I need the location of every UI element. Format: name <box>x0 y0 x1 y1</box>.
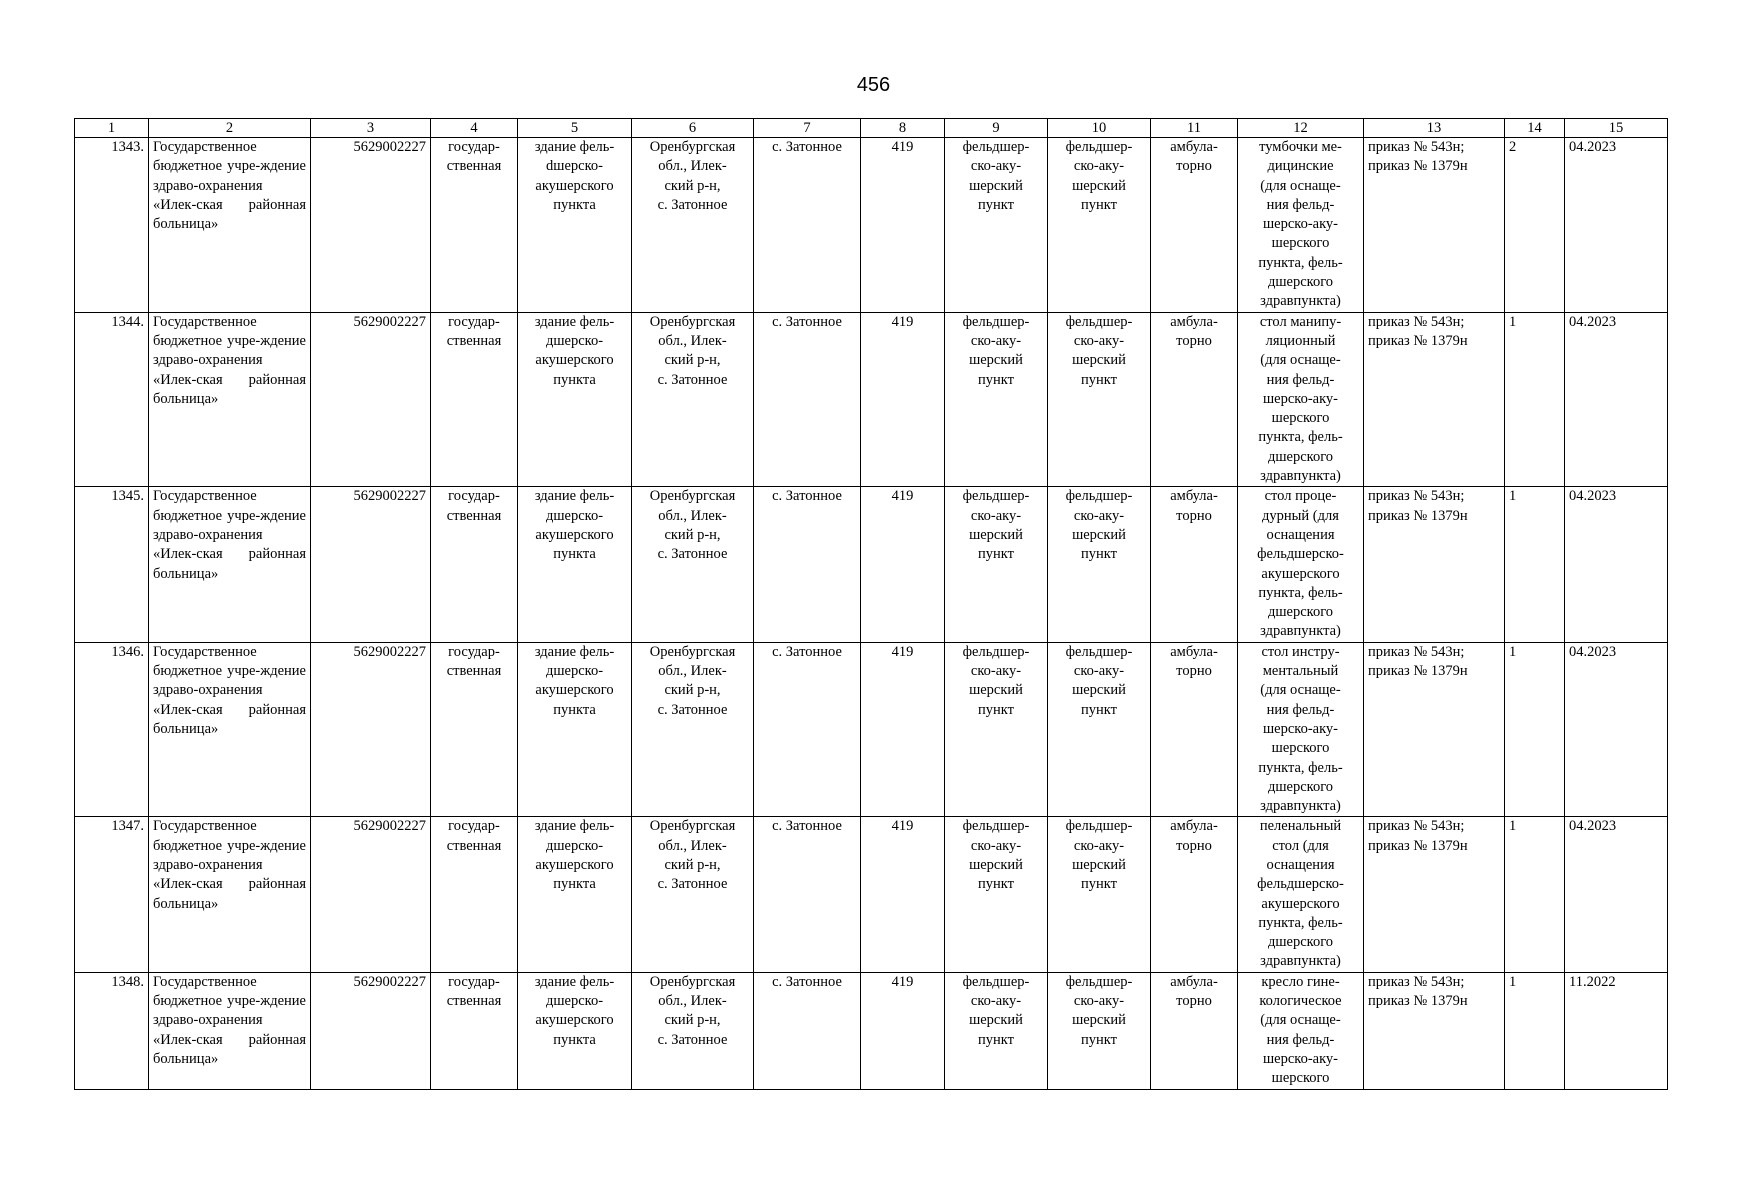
building-name: здание фель- дшерско- акушерского пункта <box>518 487 632 642</box>
code: 419 <box>861 138 945 313</box>
table-row <box>75 312 1668 487</box>
equipment: стол манипу- ляционный (для оснаще- ния фельд- шерско-аку- шерского пункта, фель- дшерского здравпункта) <box>1238 312 1364 487</box>
address: Оренбургская обл., Илек- ский р-н, с. Затонное <box>632 642 754 817</box>
ownership-form: государ- ственная <box>431 312 518 487</box>
column-number: 9 <box>945 119 1048 138</box>
equipment: кресло гине- кологическое (для оснаще- ния фельд- шерско-аку- шерского <box>1238 972 1364 1089</box>
table-row <box>75 972 1668 1089</box>
column-number: 7 <box>754 119 861 138</box>
date: 11.2022 <box>1565 972 1668 1089</box>
inn: 5629002227 <box>311 487 431 642</box>
address: Оренбургская обл., Илек- ский р-н, с. Затонное <box>632 487 754 642</box>
building-name: здание фель- дшерско- акушерского пункта <box>518 312 632 487</box>
table-row <box>75 138 1668 313</box>
row-number: 1347. <box>75 817 149 972</box>
care-condition: амбула- торно <box>1151 817 1238 972</box>
locality: с. Затонное <box>754 487 861 642</box>
locality: с. Затонное <box>754 817 861 972</box>
facility-type: фельдшер- ско-аку- шерский пункт <box>945 817 1048 972</box>
facility-subtype: фельдшер- ско-аку- шерский пункт <box>1048 487 1151 642</box>
building-name: здание фель- дшерско- акушерского пункта <box>518 972 632 1089</box>
row-number: 1343. <box>75 138 149 313</box>
code: 419 <box>861 312 945 487</box>
building-name: здание фель- дшерско- акушерского пункта <box>518 817 632 972</box>
ownership-form: государ- ственная <box>431 817 518 972</box>
order-reference: приказ № 543н; приказ № 1379н <box>1364 487 1505 642</box>
address: Оренбургская обл., Илек- ский р-н, с. Затонное <box>632 312 754 487</box>
inn: 5629002227 <box>311 972 431 1089</box>
locality: с. Затонное <box>754 972 861 1089</box>
column-number: 1 <box>75 119 149 138</box>
care-condition: амбула- торно <box>1151 972 1238 1089</box>
code: 419 <box>861 642 945 817</box>
column-number: 6 <box>632 119 754 138</box>
table-row <box>75 642 1668 817</box>
row-number: 1345. <box>75 487 149 642</box>
column-number: 5 <box>518 119 632 138</box>
care-condition: амбула- торно <box>1151 642 1238 817</box>
facility-type: фельдшер- ско-аку- шерский пункт <box>945 642 1048 817</box>
locality: с. Затонное <box>754 138 861 313</box>
organization-name: Государственное бюджетное учре-ждение здраво-охранения «Илек-ская районная больница» <box>149 487 311 642</box>
ownership-form: государ- ственная <box>431 487 518 642</box>
quantity: 1 <box>1505 972 1565 1089</box>
row-number: 1344. <box>75 312 149 487</box>
registry-table <box>74 118 1668 1090</box>
inn: 5629002227 <box>311 312 431 487</box>
ownership-form: государ- ственная <box>431 138 518 313</box>
facility-subtype: фельдшер- ско-аку- шерский пункт <box>1048 138 1151 313</box>
order-reference: приказ № 543н; приказ № 1379н <box>1364 642 1505 817</box>
organization-name: Государственное бюджетное учре-ждение здраво-охранения «Илек-ская районная больница» <box>149 642 311 817</box>
date: 04.2023 <box>1565 642 1668 817</box>
column-number: 10 <box>1048 119 1151 138</box>
facility-type: фельдшер- ско-аку- шерский пункт <box>945 312 1048 487</box>
address: Оренбургская обл., Илек- ский р-н, с. Затонное <box>632 817 754 972</box>
column-number: 14 <box>1505 119 1565 138</box>
date: 04.2023 <box>1565 312 1668 487</box>
building-name: здание фель- дшерско- акушерского пункта <box>518 642 632 817</box>
care-condition: амбула- торно <box>1151 487 1238 642</box>
organization-name: Государственное бюджетное учре-ждение здраво-охранения «Илек-ская районная больница» <box>149 312 311 487</box>
facility-type: фельдшер- ско-аку- шерский пункт <box>945 487 1048 642</box>
facility-subtype: фельдшер- ско-аку- шерский пункт <box>1048 817 1151 972</box>
column-number: 4 <box>431 119 518 138</box>
quantity: 1 <box>1505 817 1565 972</box>
date: 04.2023 <box>1565 487 1668 642</box>
inn: 5629002227 <box>311 138 431 313</box>
order-reference: приказ № 543н; приказ № 1379н <box>1364 138 1505 313</box>
equipment: стол проце- дурный (для оснащения фельдшерско- акушерского пункта, фель- дшерского здравпункта) <box>1238 487 1364 642</box>
column-number: 11 <box>1151 119 1238 138</box>
column-number: 8 <box>861 119 945 138</box>
facility-subtype: фельдшер- ско-аку- шерский пункт <box>1048 642 1151 817</box>
locality: с. Затонное <box>754 312 861 487</box>
order-reference: приказ № 543н; приказ № 1379н <box>1364 972 1505 1089</box>
row-number: 1348. <box>75 972 149 1089</box>
column-number: 3 <box>311 119 431 138</box>
table-row <box>75 487 1668 642</box>
quantity: 1 <box>1505 642 1565 817</box>
order-reference: приказ № 543н; приказ № 1379н <box>1364 817 1505 972</box>
quantity: 1 <box>1505 312 1565 487</box>
code: 419 <box>861 817 945 972</box>
code: 419 <box>861 972 945 1089</box>
ownership-form: государ- ственная <box>431 642 518 817</box>
column-number: 2 <box>149 119 311 138</box>
date: 04.2023 <box>1565 817 1668 972</box>
care-condition: амбула- торно <box>1151 138 1238 313</box>
page-number: 456 <box>856 74 891 96</box>
inn: 5629002227 <box>311 642 431 817</box>
code: 419 <box>861 487 945 642</box>
quantity: 2 <box>1505 138 1565 313</box>
ownership-form: государ- ственная <box>431 972 518 1089</box>
locality: с. Затонное <box>754 642 861 817</box>
facility-subtype: фельдшер- ско-аку- шерский пункт <box>1048 312 1151 487</box>
equipment: тумбочки ме- дицинские (для оснаще- ния фельд- шерско-аку- шерского пункта, фель- дшерского здравпункта) <box>1238 138 1364 313</box>
equipment: стол инстру- ментальный (для оснаще- ния фельд- шерско-аку- шерского пункта, фель- дшерского здравпункта) <box>1238 642 1364 817</box>
facility-type: фельдшер- ско-аку- шерский пункт <box>945 138 1048 313</box>
facility-subtype: фельдшер- ско-аку- шерский пункт <box>1048 972 1151 1089</box>
quantity: 1 <box>1505 487 1565 642</box>
date: 04.2023 <box>1565 138 1668 313</box>
inn: 5629002227 <box>311 817 431 972</box>
care-condition: амбула- торно <box>1151 312 1238 487</box>
column-number-header-row <box>75 119 1668 138</box>
building-name: здание фель- dшерско- акушерского пункта <box>518 138 632 313</box>
table-row <box>75 817 1668 972</box>
equipment: пеленальный стол (для оснащения фельдшерско- акушерского пункта, фель- дшерского здравпункта) <box>1238 817 1364 972</box>
order-reference: приказ № 543н; приказ № 1379н <box>1364 312 1505 487</box>
row-number: 1346. <box>75 642 149 817</box>
column-number: 13 <box>1364 119 1505 138</box>
organization-name: Государственное бюджетное учре-ждение здраво-охранения «Илек-ская районная больница» <box>149 972 311 1089</box>
address: Оренбургская обл., Илек- ский р-н, с. Затонное <box>632 138 754 313</box>
column-number: 12 <box>1238 119 1364 138</box>
facility-type: фельдшер- ско-аку- шерский пункт <box>945 972 1048 1089</box>
organization-name: Государственное бюджетное учре-ждение здраво-охранения «Илек-ская районная больница» <box>149 817 311 972</box>
column-number: 15 <box>1565 119 1668 138</box>
address: Оренбургская обл., Илек- ский р-н, с. Затонное <box>632 972 754 1089</box>
organization-name: Государственное бюджетное учре-ждение здраво-охранения «Илек-ская районная больница» <box>149 138 311 313</box>
